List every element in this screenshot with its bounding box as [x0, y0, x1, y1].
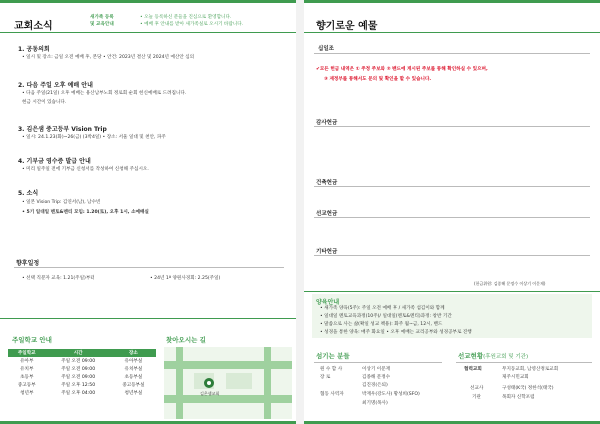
table-cell: 초등부	[20, 375, 34, 380]
category-divider	[314, 186, 590, 187]
table-cell: 청년부	[20, 391, 34, 396]
servants-divider	[314, 362, 442, 363]
servants-names: 김진경(은퇴)	[362, 383, 388, 388]
map-road	[264, 347, 271, 419]
table-row	[8, 373, 156, 381]
table-cell: 주일 오전 09:00	[61, 359, 96, 364]
news-item-line: • 5기 일대일 멘토&멘티 모임: 1.20(토), 오후 1시, 소예배실	[22, 210, 149, 215]
top-accent-bar	[0, 0, 296, 3]
news-item-line: • 다음 주일(21일) 오후 예배는 용산남부노회 정로회 순회 헌신예배로 드려집니다.	[22, 91, 187, 96]
mission-item: 목회자 신학포럼	[502, 395, 535, 400]
news-item-title: 2. 다음 주일 오후 예배 안내	[18, 82, 93, 89]
nurture-title: 양육안내	[316, 299, 340, 306]
right-page	[304, 0, 600, 424]
offering-category: 기타헌금	[316, 249, 338, 255]
map-block	[226, 373, 252, 389]
servants-names: 박재우(강도사) 황성희(SFO)	[362, 392, 420, 397]
map-road	[164, 395, 292, 403]
mission-title	[458, 351, 528, 360]
servants-names: 김종해 문정수	[362, 375, 391, 380]
offering-committee-note: (헌금위원: 김종해 문정수 이상기 이문재)	[474, 281, 546, 286]
location-map	[164, 347, 292, 419]
mission-title-main: 선교현황	[458, 352, 484, 360]
schedule-title: 향후일정	[16, 260, 40, 267]
news-item-title: 4. 기부금 영수증 발급 안내	[18, 158, 91, 165]
mission-item: 무지동교회, 남영산정로교회	[502, 367, 559, 372]
mission-category: 협력교회	[464, 367, 482, 372]
category-divider	[314, 126, 590, 127]
schedule-line: • 24년 1ª 양원사경회: 2.25(주일)	[150, 276, 221, 281]
left-page	[0, 0, 296, 424]
table-row	[8, 357, 156, 365]
newcomer-line-2: • 예배 후 안내를 받아 새가족실로 오시기 바랍니다.	[140, 22, 244, 27]
sunday-school-title: 주일학교 안내	[12, 336, 52, 344]
offering-category: 선교헌금	[316, 211, 338, 217]
top-accent-bar	[304, 0, 600, 3]
tithe-divider	[314, 53, 590, 54]
servants-role: 협동 사역자	[320, 392, 344, 397]
newcomer-line-1: • 오늘 등록하신 분들을 진심으로 환영합니다.	[140, 15, 232, 20]
map-road	[164, 361, 292, 369]
servants-names: 최기명(목사)	[362, 401, 388, 406]
offering-title: 향기로운 예물	[316, 21, 378, 32]
schedule-divider	[14, 267, 284, 268]
table-header: 장소	[111, 349, 156, 357]
table-header: 시간	[46, 349, 111, 357]
newcomer-label-1: 새가족 등록	[90, 15, 114, 20]
news-item-line: • 일시 및 장소: 금일 오전 예배 후, 본당 • 안건: 2023년 결산 및 2024년 예산안 심의	[22, 55, 195, 60]
mission-divider	[456, 362, 592, 363]
header-divider	[304, 32, 600, 33]
table-cell: 주일 오전 09:00	[61, 375, 96, 380]
table-cell: 유아부실	[124, 359, 143, 364]
newcomer-label-2: 및 교육안내	[90, 22, 114, 27]
nurture-line: • 말씀으로 사는 삶(확일 성교 책용): 화주 월~금, 12시, 밴드	[320, 322, 443, 327]
news-item-title: 5. 소식	[18, 190, 39, 197]
offering-category: 건축헌금	[316, 180, 338, 186]
mission-item: 제주시민교회	[502, 375, 529, 380]
table-row	[8, 381, 156, 389]
nurture-line: • 일대일 멘토교육과정(10주)/ 일대일(멘토&멘티)과정: 창반 기간	[320, 314, 452, 319]
category-divider	[314, 217, 590, 218]
news-item-title: 3. 김은샘 중고등부 Vision Trip	[18, 126, 107, 133]
schedule-line: • 선택 직분자 교육: 1.21(주일)부터	[22, 276, 95, 281]
table-cell: 유치부	[20, 367, 34, 372]
servants-title: 섬기는 분들	[316, 352, 350, 360]
servants-names: 이상기 이문재	[362, 367, 391, 372]
table-cell: 중고등부	[17, 383, 36, 388]
nurture-line: • 새가족 양육(5주): 주일 오전 예배 후 / 새가족 섬김이와 함께	[320, 306, 445, 311]
table-row	[8, 389, 156, 397]
news-item-line: 현금 시간이 있습니다.	[22, 100, 67, 105]
location-pin-center	[207, 381, 211, 385]
mission-title-sub: (후원교회 및 기관)	[483, 354, 529, 360]
map-marker-label: 김은샘교회	[200, 391, 220, 396]
table-cell: 청년부실	[124, 391, 143, 396]
news-item-line: • 일본 Vision Trip: 김연서(남), 남수빈	[22, 200, 101, 205]
header-divider	[0, 32, 296, 33]
news-item-title: 1. 공동의회	[18, 46, 50, 53]
offering-notice-2: ③ 재정부를 통해서도 문의 및 확인을 할 수 있습니다.	[324, 77, 432, 82]
table-cell: 초등부실	[124, 375, 143, 380]
category-divider	[314, 255, 590, 256]
servants-role: 장 로	[320, 375, 331, 380]
table-cell: 주일 오후 12:50	[61, 383, 96, 388]
directions-title: 찾아오시는 길	[166, 336, 206, 344]
news-item-line: • 일시: 24.1.23(화)~26(금) (3박4일) • 장소: 서울 일대 및 천안, 파주	[22, 135, 166, 140]
table-cell: 주일 오후 04:00	[61, 391, 96, 396]
church-news-title: 교회소식	[14, 21, 53, 32]
bottom-section-divider	[0, 318, 296, 319]
mission-category: 기관	[472, 395, 481, 400]
page-gutter	[296, 0, 304, 424]
sunday-school-table	[8, 349, 156, 397]
news-item-line: • 미리 일주일 전에 기부금 신청서를 작성하여 신청해 주십시오.	[22, 167, 149, 172]
table-cell: 주일 오전 09:00	[61, 367, 96, 372]
offering-category: 감사헌금	[316, 120, 338, 126]
mission-item: 구성태(K국) 정한석(태국)	[502, 386, 554, 391]
table-cell: 유치부실	[124, 367, 143, 372]
nurture-line: • 성경을 통한 양육: 매주 화요일 • 오후 예배는 교리공부와 성경공부로 진행	[320, 330, 472, 335]
map-road	[176, 347, 183, 419]
mission-category: 선교사	[470, 386, 484, 391]
tithe-label: 십일조	[318, 46, 334, 52]
offering-notice-1: ✔모든 헌금 내역은 ① 주정 주보와 ② 밴드에 게시된 주보를 통해 확인하실 수 있으며,	[316, 67, 488, 72]
table-row	[8, 365, 156, 373]
servants-role: 원 수 합 사	[320, 367, 343, 372]
table-cell: 중고등부실	[122, 383, 145, 388]
table-cell: 유아부	[20, 359, 34, 364]
table-header: 주일학교	[8, 349, 46, 357]
nurture-divider	[304, 291, 600, 292]
